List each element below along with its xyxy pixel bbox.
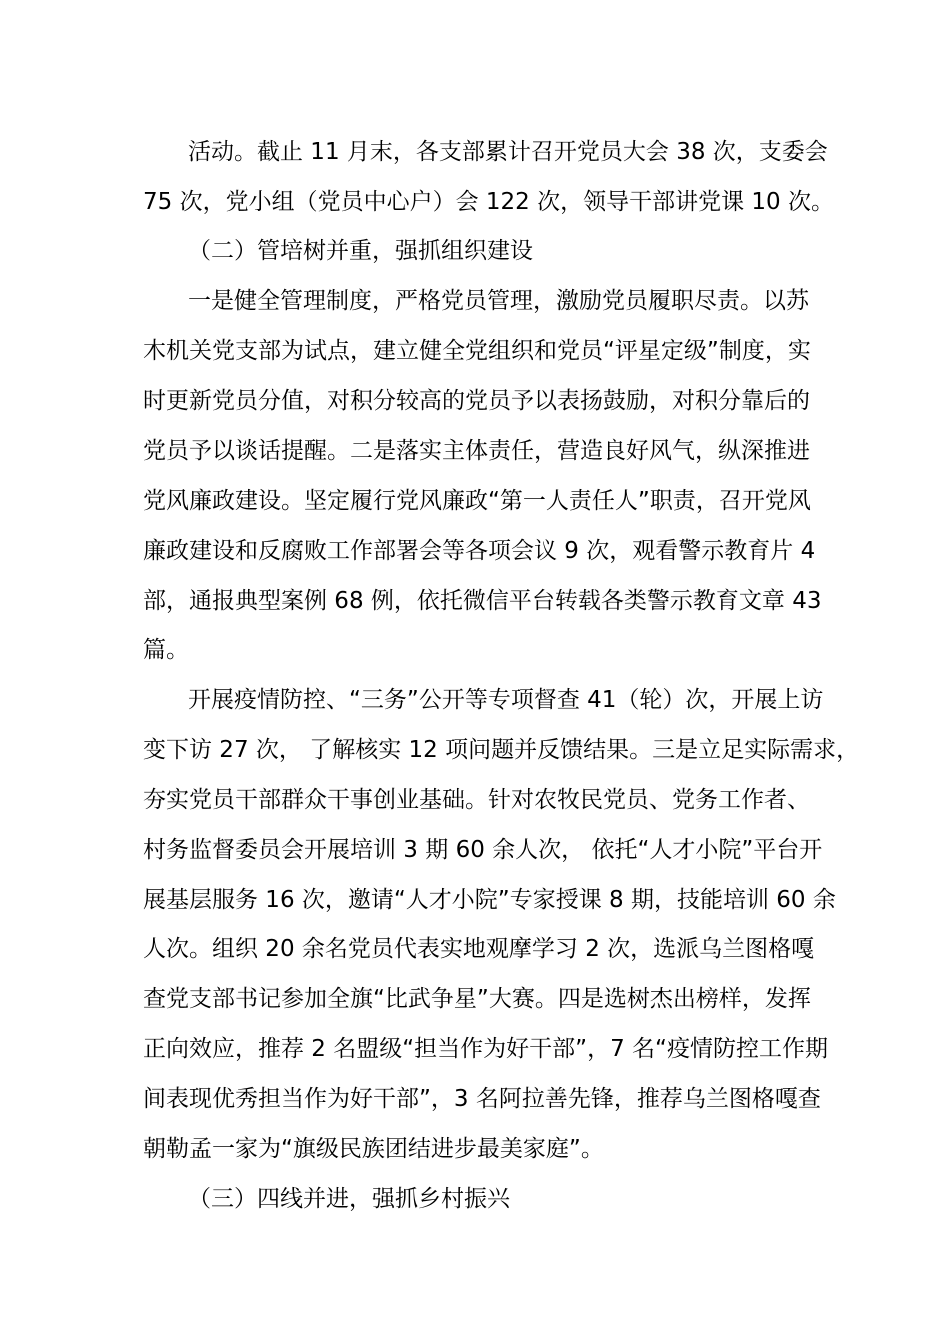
section-heading: （二）管培树并重，强抓组织建设 <box>188 238 533 264</box>
section-heading: （三）四线并进，强抓乡村振兴 <box>188 1186 510 1212</box>
paragraph-line: 间表现优秀担当作为好干部”，3 名阿拉善先锋，推荐乌兰图格嘎查 <box>143 1086 821 1112</box>
paragraph-line: 部，通报典型案例 68 例，依托微信平台转载各类警示教育文章 43 <box>143 588 822 614</box>
paragraph-line: 一是健全管理制度，严格党员管理，激励党员履职尽责。以苏 <box>188 288 809 314</box>
paragraph-line: 时更新党员分值，对积分较高的党员予以表扬鼓励，对积分靠后的 <box>143 388 810 414</box>
paragraph-line: 变下访 27 次， 了解核实 12 项问题并反馈结果。三是立足实际需求， <box>143 737 860 763</box>
paragraph-line: 查党支部书记参加全旗“比武争星”大赛。四是选树杰出榜样，发挥 <box>143 986 811 1012</box>
paragraph-line: 夯实党员干部群众干事创业基础。针对农牧民党员、党务工作者、 <box>143 787 810 813</box>
paragraph-line: 活动。截止 11 月末，各支部累计召开党员大会 38 次，支委会 <box>188 139 828 165</box>
paragraph-line: 展基层服务 16 次，邀请“人才小院”专家授课 8 期，技能培训 60 余 <box>143 887 836 913</box>
paragraph-line: 木机关党支部为试点，建立健全党组织和党员“评星定级”制度，实 <box>143 338 811 364</box>
paragraph-line: 正向效应，推荐 2 名盟级“担当作为好干部”，7 名“疫情防控工作期 <box>143 1036 828 1062</box>
paragraph-line: 廉政建设和反腐败工作部署会等各项会议 9 次，观看警示教育片 4 <box>143 538 816 564</box>
paragraph-line: 党员予以谈话提醒。二是落实主体责任，营造良好风气，纵深推进 <box>143 438 810 464</box>
paragraph-line: 75 次，党小组（党员中心户）会 122 次，领导干部讲党课 10 次。 <box>143 189 834 215</box>
paragraph-line: 篇。 <box>143 637 189 663</box>
paragraph-line: 人次。组织 20 余名党员代表实地观摩学习 2 次，选派乌兰图格嘎 <box>143 936 815 962</box>
paragraph-line: 开展疫情防控、“三务”公开等专项督查 41（轮）次，开展上访 <box>188 687 824 713</box>
paragraph-line: 朝勒孟一家为“旗级民族团结进步最美家庭”。 <box>143 1136 604 1162</box>
paragraph-line: 村务监督委员会开展培训 3 期 60 余人次， 依托“人才小院”平台开 <box>143 837 823 863</box>
paragraph-line: 党风廉政建设。坚定履行党风廉政“第一人责任人”职责，召开党风 <box>143 488 811 514</box>
